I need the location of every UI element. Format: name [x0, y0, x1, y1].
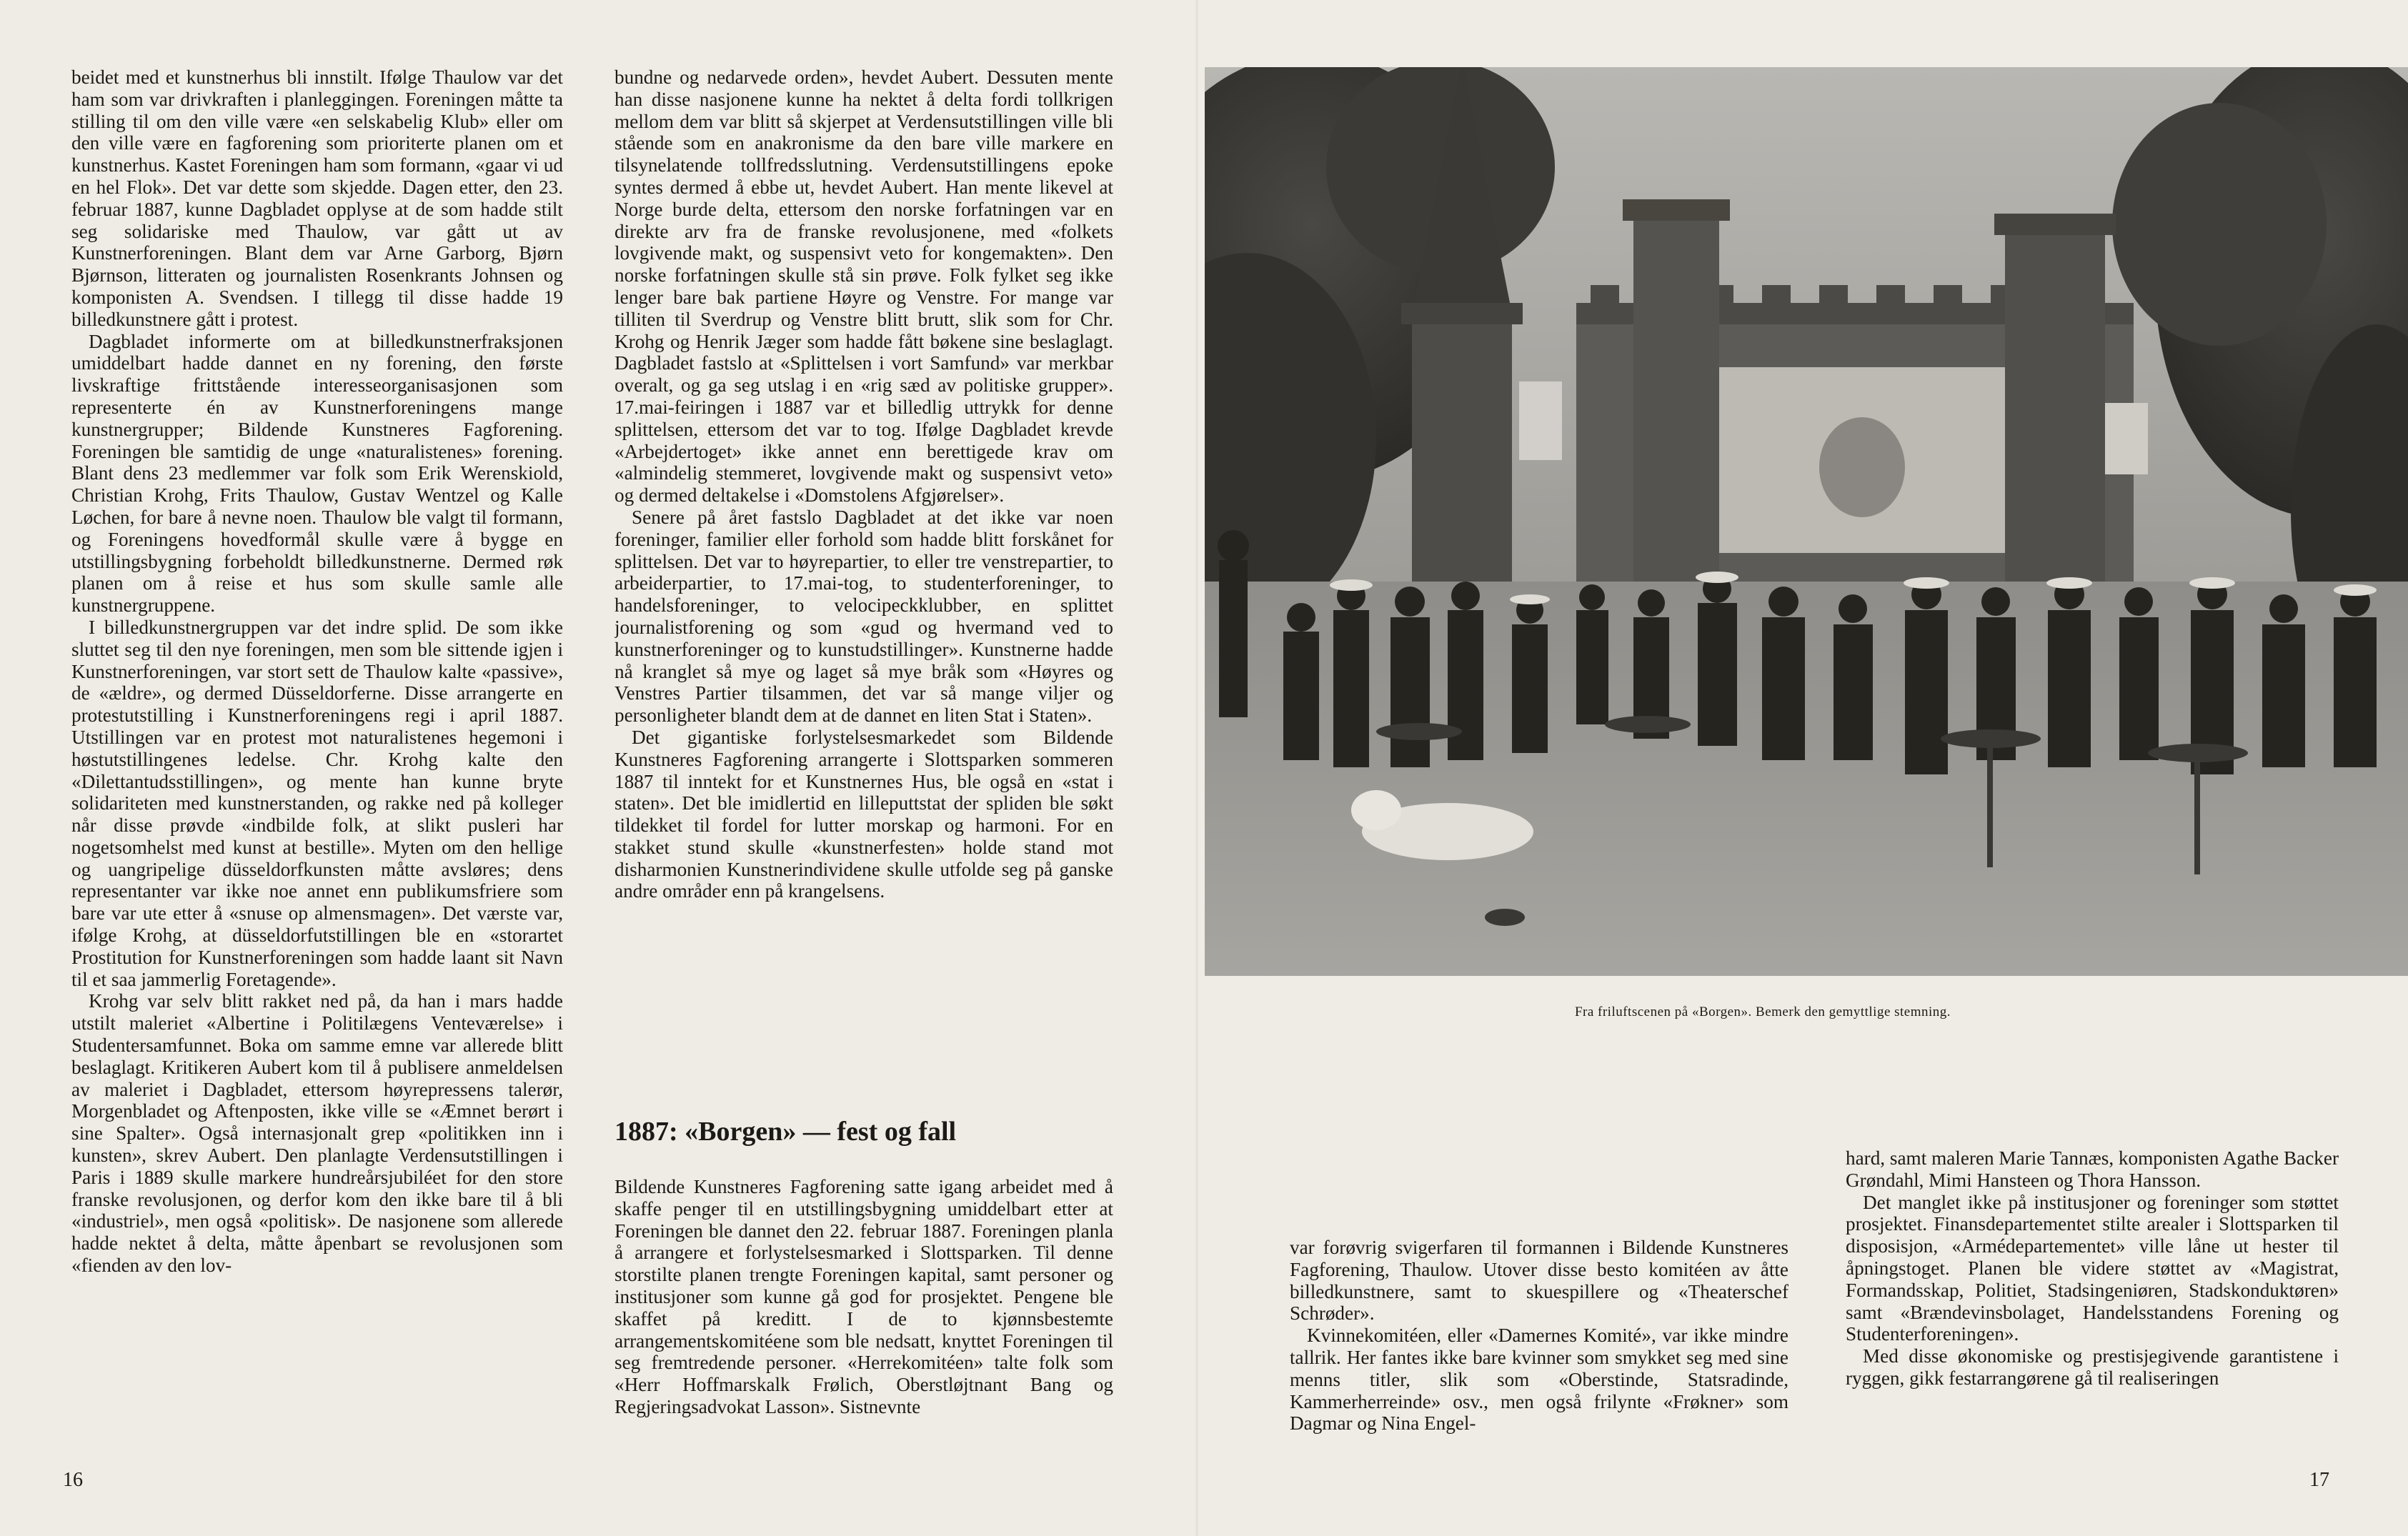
paragraph: var forøvrig svigerfaren til formannen i Bildende Kunstneres Fagforening, Thaulow. Utover disse besto komitéen av åtte billedkunstnere, samt to skuespillere og «Theaterschef Schrøder».: [1290, 1237, 1788, 1325]
paragraph: Det manglet ikke på institusjoner og foreninger som støttet prosjektet. Finansdepartementet stilte arealer i Slottsparken til disposisjon, «Armédepartementet» ville låne ut hester til åpningstoget. Planen ble videre støttet av «Magistrat, Formandsskap, Politiet, Stadsingeniøren, Stadskonduktøren» samt «Brændevinsbolaget, Handelsstandens Forening og Studenterforeningen».: [1846, 1191, 2339, 1345]
page-number-right: 17: [2309, 1469, 2329, 1491]
paragraph: I billedkunstnergruppen var det indre splid. De som ikke sluttet seg til den nye foreningen, men som ble sittende igjen i Kunstnerforeningen, var stort sett de Thaulow kalte «passive», de «ældre», og dermed Düsseldorferne. Disse arrangerte en protestutstilling i Kunstnerforeningens regi i april 1887. Utstillingen var en protest mot naturalistenes hegemoni i høstutstillingenes ledelse. Chr. Krohg kalte den «Dilettantudsstillingen», og mente han kunne bryte solidariteten med kunstnerstanden, og rakke ned på kolleger når disse prøvde «indbilde folk, at slikt pusleri har nogetsomhelst med kunst at bestille». Myten om den hellige og uangripelige düsseldorfkunsten måtte avsløres; dens representanter var ikke noe annet enn publikumsfriere som bare var ute etter å «snuse op almensmagen». Det værste var, ifølge Krohg, at düsseldorfutstillingen ble en «storartet Prostitution for Kunstnerforeningen som hadde laant sit Navn til et saa jammerlig Foretagende».: [71, 616, 563, 990]
paragraph: Dagbladet informerte om at billedkunstnerfraksjonen umiddelbart hadde dannet en ny forening, den første livskraftige frittstående interesseorganisasjonen som representerte én av Kunstnerforeningens mange kunstnergrupper; Bildende Kunstneres Fagforening. Foreningen ble samtidig de unge «naturalistenes» forening. Blant dens 23 medlemmer var folk som Erik Werenskiold, Christian Krohg, Frits Thaulow, Gustav Wentzel og Kalle Løchen, for bare å nevne noen. Thaulow ble valgt til formann, og Foreningens hovedformål skulle være å bygge en utstillingsbygning forbeholdt billedkunstnerne. Dermed røk planen om å reise et hus som skulle samle alle kunstnergruppene.: [71, 330, 563, 617]
paragraph: Bildende Kunstneres Fagforening satte igang arbeidet med å skaffe penger til en utstillingsbygning umiddelbart etter at Foreningen ble dannet den 22. februar 1887. Foreningen planla å arrangere et forlystelsesmarked i Slottsparken. Til denne storstilte planen trengte Foreningen kapital, samt personer og institusjoner som kunne gå god for prosjektet. Pengene ble skaffet på kreditt. I de to kjønnsbestemte arrangementskomitéene som ble nedsatt, knyttet Foreningen til seg fremtredende personer. «Herrekomitéen» talte folk som «Herr Hoffmarskalk Frølich, Oberstløjtnant Bang og Regjeringsadvokat Lasson». Sistnevnte: [615, 1176, 1113, 1417]
paragraph: Kvinnekomitéen, eller «Damernes Komité», var ikke mindre tallrik. Her fantes ikke bare kvinner som smykket seg med sine menns titler, slik som «Oberstinde, Statsradinde, Kammerherreinde» osv., men også frilynte «Frøkner» som Dagmar og Nina Engel-: [1290, 1325, 1788, 1435]
right-page-column-1: [1290, 1237, 1788, 1448]
paragraph: bundne og nedarvede orden», hevdet Aubert. Dessuten mente han disse nasjonene kunne ha nektet å delta fordi tollkrigen mellom dem var blitt så skjerpet at Verdensutstillingen ville bli stående som en anakronisme da den bare ville markere en tilsynelatende tollfredsslutning. Verdensutstillingens epoke syntes dermed å ebbe ut, hevdet Aubert. Han mente likevel at Norge burde delta, ettersom den norske forfatningen var en direkte arv fra de franske revolusjonene, med «folkets lovgivende makt, og suspensivt veto for kongemakten». Den norske forfatningen skulle stå sin prøve. Folk fylket seg ikke lenger bare bak partiene Høyre og Venstre. For mange var tilliten til Sverdrup og Venstre blitt brutt, slik som for Chr. Krohg og Henrik Jæger som hadde fått bøkene sine beslaglagt. Dagbladet fastslo at «Splittelsen i vort Samfund» var merkbar overalt, og ga seg utslag i en «rig sæd av politiske grupper». 17.mai-feiringen i 1887 var et billedlig uttrykk for denne splittelsen, ettersom det var to tog. Ifølge Dagbladet krevde «Arbejdertoget» ikke annet enn berettigede krav om «almindelig stemmeret, lovgivende makt og suspensivt veto» og dermed deltakelse i «Domstolens Afgjørelser».: [615, 66, 1113, 507]
paragraph: Det gigantiske forlystelsesmarkedet som Bildende Kunstneres Fagforening arrangerte i Slottsparken sommeren 1887 til inntekt for et Kunstnernes Hus, ble også en «stat i staten». Det ble imidlertid en lilleputtstat der spliden ble søkt tildekket til fordel for lutter morskap og harmoni. For en stakket stund skulle «kunstnerfesten» holde stand mot disharmonien Kunstnerindividene skulle utfolde seg på ganske andre områder enn på krangelsens.: [615, 726, 1113, 902]
paragraph: Krohg var selv blitt rakket ned på, da han i mars hadde utstilt maleriet «Albertine i Politilægens Venteværelse» i Studentersamfunnet. Boka om samme emne var allerede blitt beslaglagt. Kritikeren Aubert kom til å publisere anmeldelsen av maleriet i Dagbladet, ettersom høyrepressens talerør, Morgenbladet og Aftenposten, ikke ville se «Æmnet berørt i sine Spalter». Også internasjonalt grep «politikken inn i kunsten», skrev Aubert. Den planlagte Verdensutstillingen i Paris i 1889 skulle markere hundreårsjubiléet for den store franske revolusjonen, og derfor kom den ikke bare til å bli «industriel», men også «politisk». De nasjonene som allerede hadde nektet å delta, måtte åpenbart se revolusjonen som «fienden av den lov-: [71, 990, 563, 1277]
paragraph: hard, samt maleren Marie Tannæs, komponisten Agathe Backer Grøndahl, Mimi Hansteen og Thora Hansson.: [1846, 1147, 2339, 1191]
left-page-column-2: [615, 66, 1113, 1124]
left-page-column-2-continued: [615, 1176, 1113, 1449]
historical-photo-borgen: [1205, 67, 2408, 976]
right-page-column-2: [1846, 1147, 2339, 1447]
page-number-left: 16: [63, 1469, 83, 1491]
photo-caption: Fra friluftscenen på «Borgen». Bemerk den gemyttlige stemning.: [1574, 1004, 1951, 1019]
paragraph: Med disse økonomiske og prestisjegivende garantistene i ryggen, gikk festarrangørene gå til realiseringen: [1846, 1345, 2339, 1389]
paragraph: Senere på året fastslo Dagbladet at det ikke var noen foreninger, familier eller forhold som hadde blitt forskånet for splittelsen. Det var to høyrepartier, to eller tre venstrepartier, to arbeiderpartier, to 17.mai-tog, to studenterforeninger, to handelsforeninger, to velocipeckklubber, en splittet journalistforening og som «gud og hvermand ved to kunstnerforeninger og to kunstudstillinger». Kunstnerne hadde nå kranglet så mye og laget så mye bråk som «Høyres og Venstres Partier tilsammen, det var så mange viljer og personligheter blandt dem at de dannet en liten Stat i Staten».: [615, 506, 1113, 727]
left-page-column-1: [71, 66, 563, 1442]
section-heading: 1887: «Borgen» — fest og fall: [615, 1117, 957, 1147]
photo-illustration: [1205, 67, 2408, 976]
paragraph: beidet med et kunstnerhus bli innstilt. Ifølge Thaulow var det ham som var drivkraften i planleggingen. Foreningen måtte ta stilling til om den ville være «en selskabelig Klub» eller om den ville være en fagforening som prioriterte planen om et kunstnerhus. Kastet Foreningen ham som formann, «gaar vi ud en hel Flok». Det var dette som skjedde. Dagen etter, den 23. februar 1887, kunne Dagbladet opplyse at de som hadde stilt seg solidariske med Thaulow, var gått ut av Kunstnerforeningen. Blant dem var Arne Garborg, Bjørn Bjørnson, litteraten og journalisten Rosenkrants Johnsen og komponisten A. Svendsen. I tillegg til disse hadde 19 billedkunstnere gått i protest.: [71, 66, 563, 330]
book-spine: [1195, 0, 1199, 1536]
